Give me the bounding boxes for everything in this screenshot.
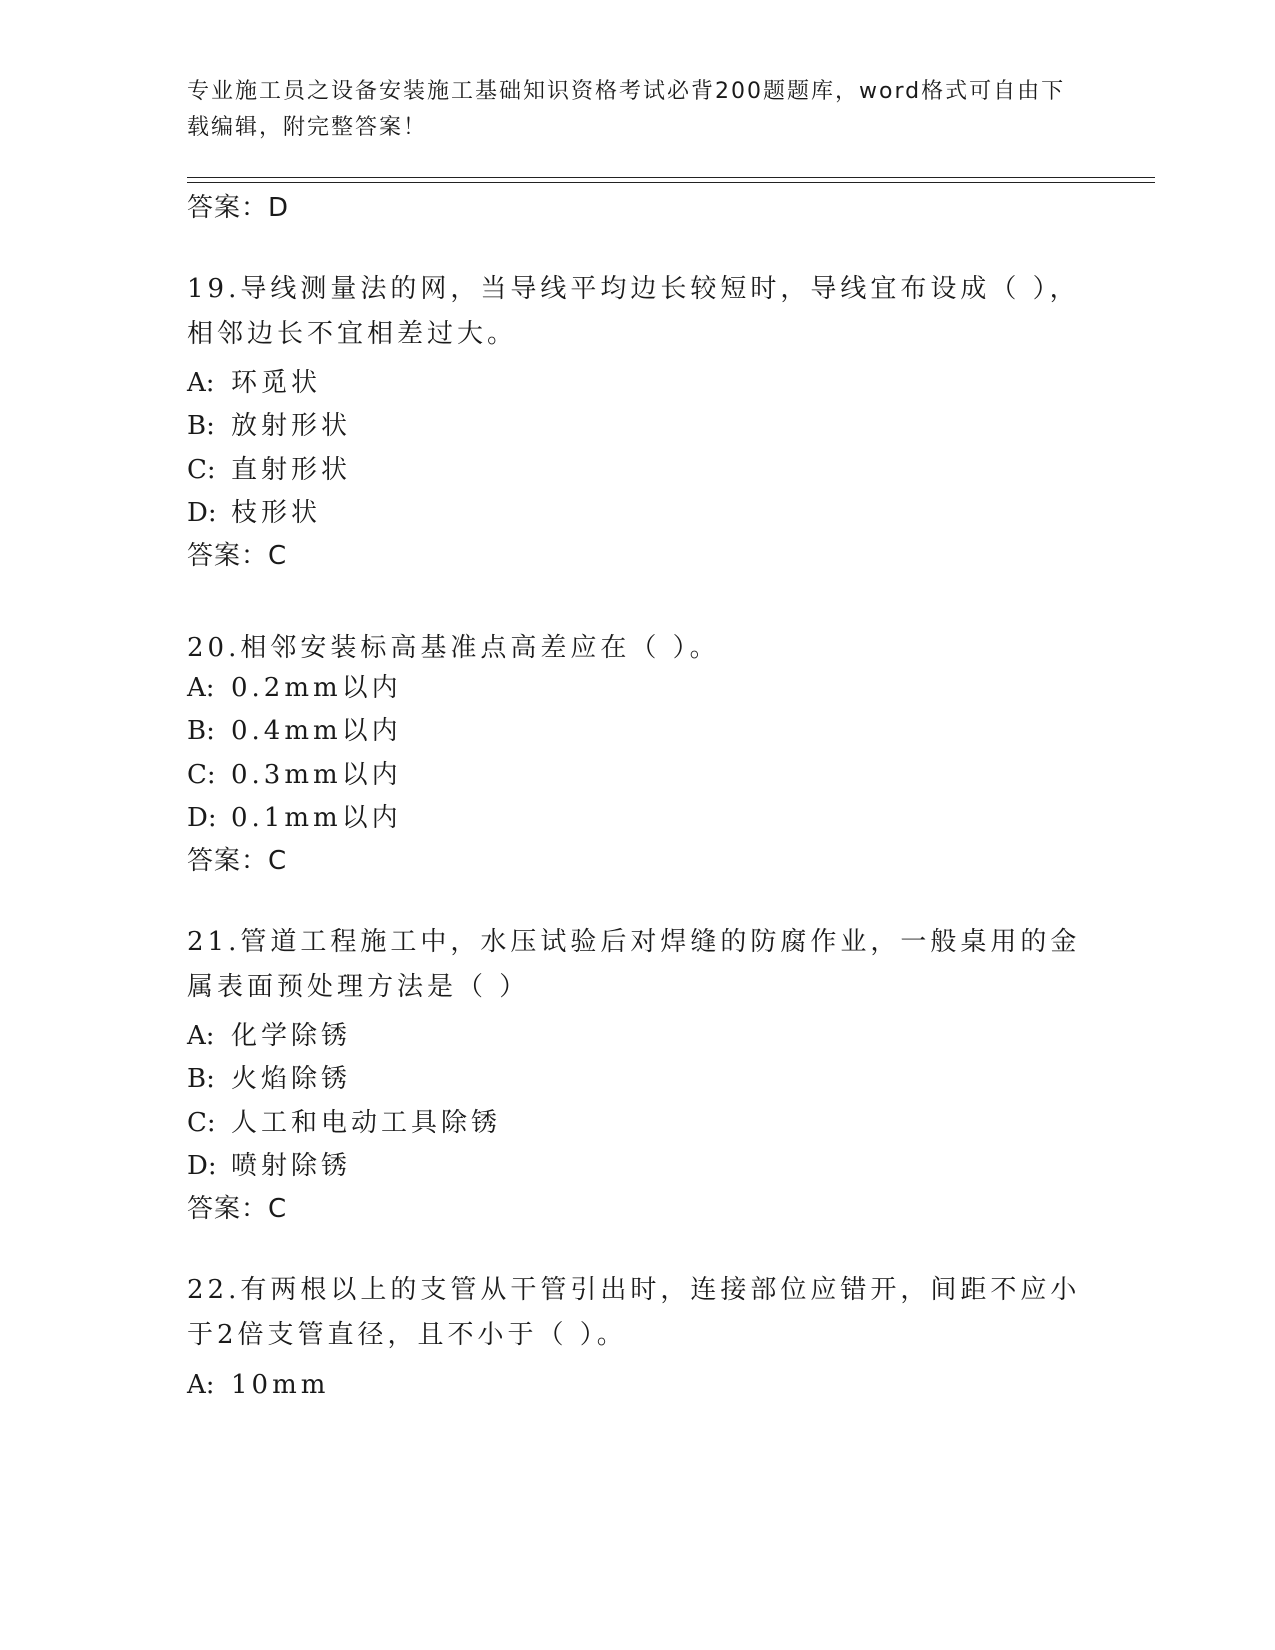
option-21-a bbox=[187, 1018, 351, 1054]
option-19-a bbox=[187, 365, 321, 401]
option-text: 放射形状 bbox=[231, 411, 352, 441]
option-20-c bbox=[187, 757, 402, 793]
document-header: 专业施工员之设备安装施工基础知识资格考试必背200题题库，word格式可自由下载编辑，附完整答案！ bbox=[187, 79, 1066, 140]
option-letter: C: bbox=[187, 1108, 216, 1138]
option-20-a bbox=[187, 670, 402, 706]
option-letter: B: bbox=[187, 411, 215, 441]
option-22-a bbox=[187, 1367, 329, 1403]
option-text: 枝形状 bbox=[231, 498, 322, 528]
option-text: 10mm bbox=[231, 1370, 330, 1400]
option-letter: D: bbox=[187, 498, 217, 528]
header-rule-top bbox=[187, 177, 1155, 178]
question-21: 21.管道工程施工中，水压试验后对焊缝的防腐作业，一般桌用的金属表面预处理方法是（ ） bbox=[187, 927, 1081, 1002]
option-text: 0.2mm以内 bbox=[231, 673, 402, 703]
option-text: 化学除锈 bbox=[231, 1021, 352, 1051]
option-text: 0.4mm以内 bbox=[231, 716, 402, 746]
question-22: 22.有两根以上的支管从干管引出时，连接部位应错开，间距不应小于2倍支管直径，且不小于（ ）。 bbox=[187, 1275, 1081, 1350]
option-text: 喷射除锈 bbox=[231, 1151, 352, 1181]
option-19-d bbox=[187, 495, 321, 531]
option-letter: A: bbox=[187, 1370, 215, 1400]
option-letter: A: bbox=[187, 1021, 215, 1051]
option-20-b bbox=[187, 713, 402, 749]
option-text: 0.3mm以内 bbox=[231, 760, 402, 790]
option-letter: C: bbox=[187, 760, 216, 790]
option-letter: D: bbox=[187, 803, 217, 833]
option-letter: B: bbox=[187, 716, 215, 746]
option-19-b bbox=[187, 408, 351, 444]
option-letter: C: bbox=[187, 455, 216, 485]
option-letter: D: bbox=[187, 1151, 217, 1181]
option-letter: A: bbox=[187, 368, 215, 398]
option-text: 0.1mm以内 bbox=[231, 803, 402, 833]
option-21-b bbox=[187, 1061, 351, 1097]
option-letter: B: bbox=[187, 1064, 215, 1094]
answer-q20: 答案：C bbox=[187, 846, 288, 876]
option-text: 环觅状 bbox=[231, 368, 322, 398]
header-rule-bottom bbox=[187, 182, 1155, 183]
option-21-d bbox=[187, 1148, 351, 1184]
option-letter: A: bbox=[187, 673, 215, 703]
question-20: 20.相邻安装标高基准点高差应在（ ）。 bbox=[187, 633, 720, 663]
option-19-c bbox=[187, 452, 351, 488]
option-text: 人工和电动工具除锈 bbox=[231, 1108, 502, 1138]
answer-q21: 答案：C bbox=[187, 1194, 288, 1224]
option-21-c bbox=[187, 1105, 501, 1141]
option-20-d bbox=[187, 800, 402, 836]
answer-q19: 答案：C bbox=[187, 541, 288, 571]
option-text: 火焰除锈 bbox=[231, 1064, 352, 1094]
option-text: 直射形状 bbox=[231, 455, 352, 485]
answer-q18: 答案：D bbox=[187, 193, 290, 223]
question-19: 19.导线测量法的网，当导线平均边长较短时，导线宜布设成（ ），相邻边长不宜相差过大。 bbox=[187, 274, 1080, 349]
